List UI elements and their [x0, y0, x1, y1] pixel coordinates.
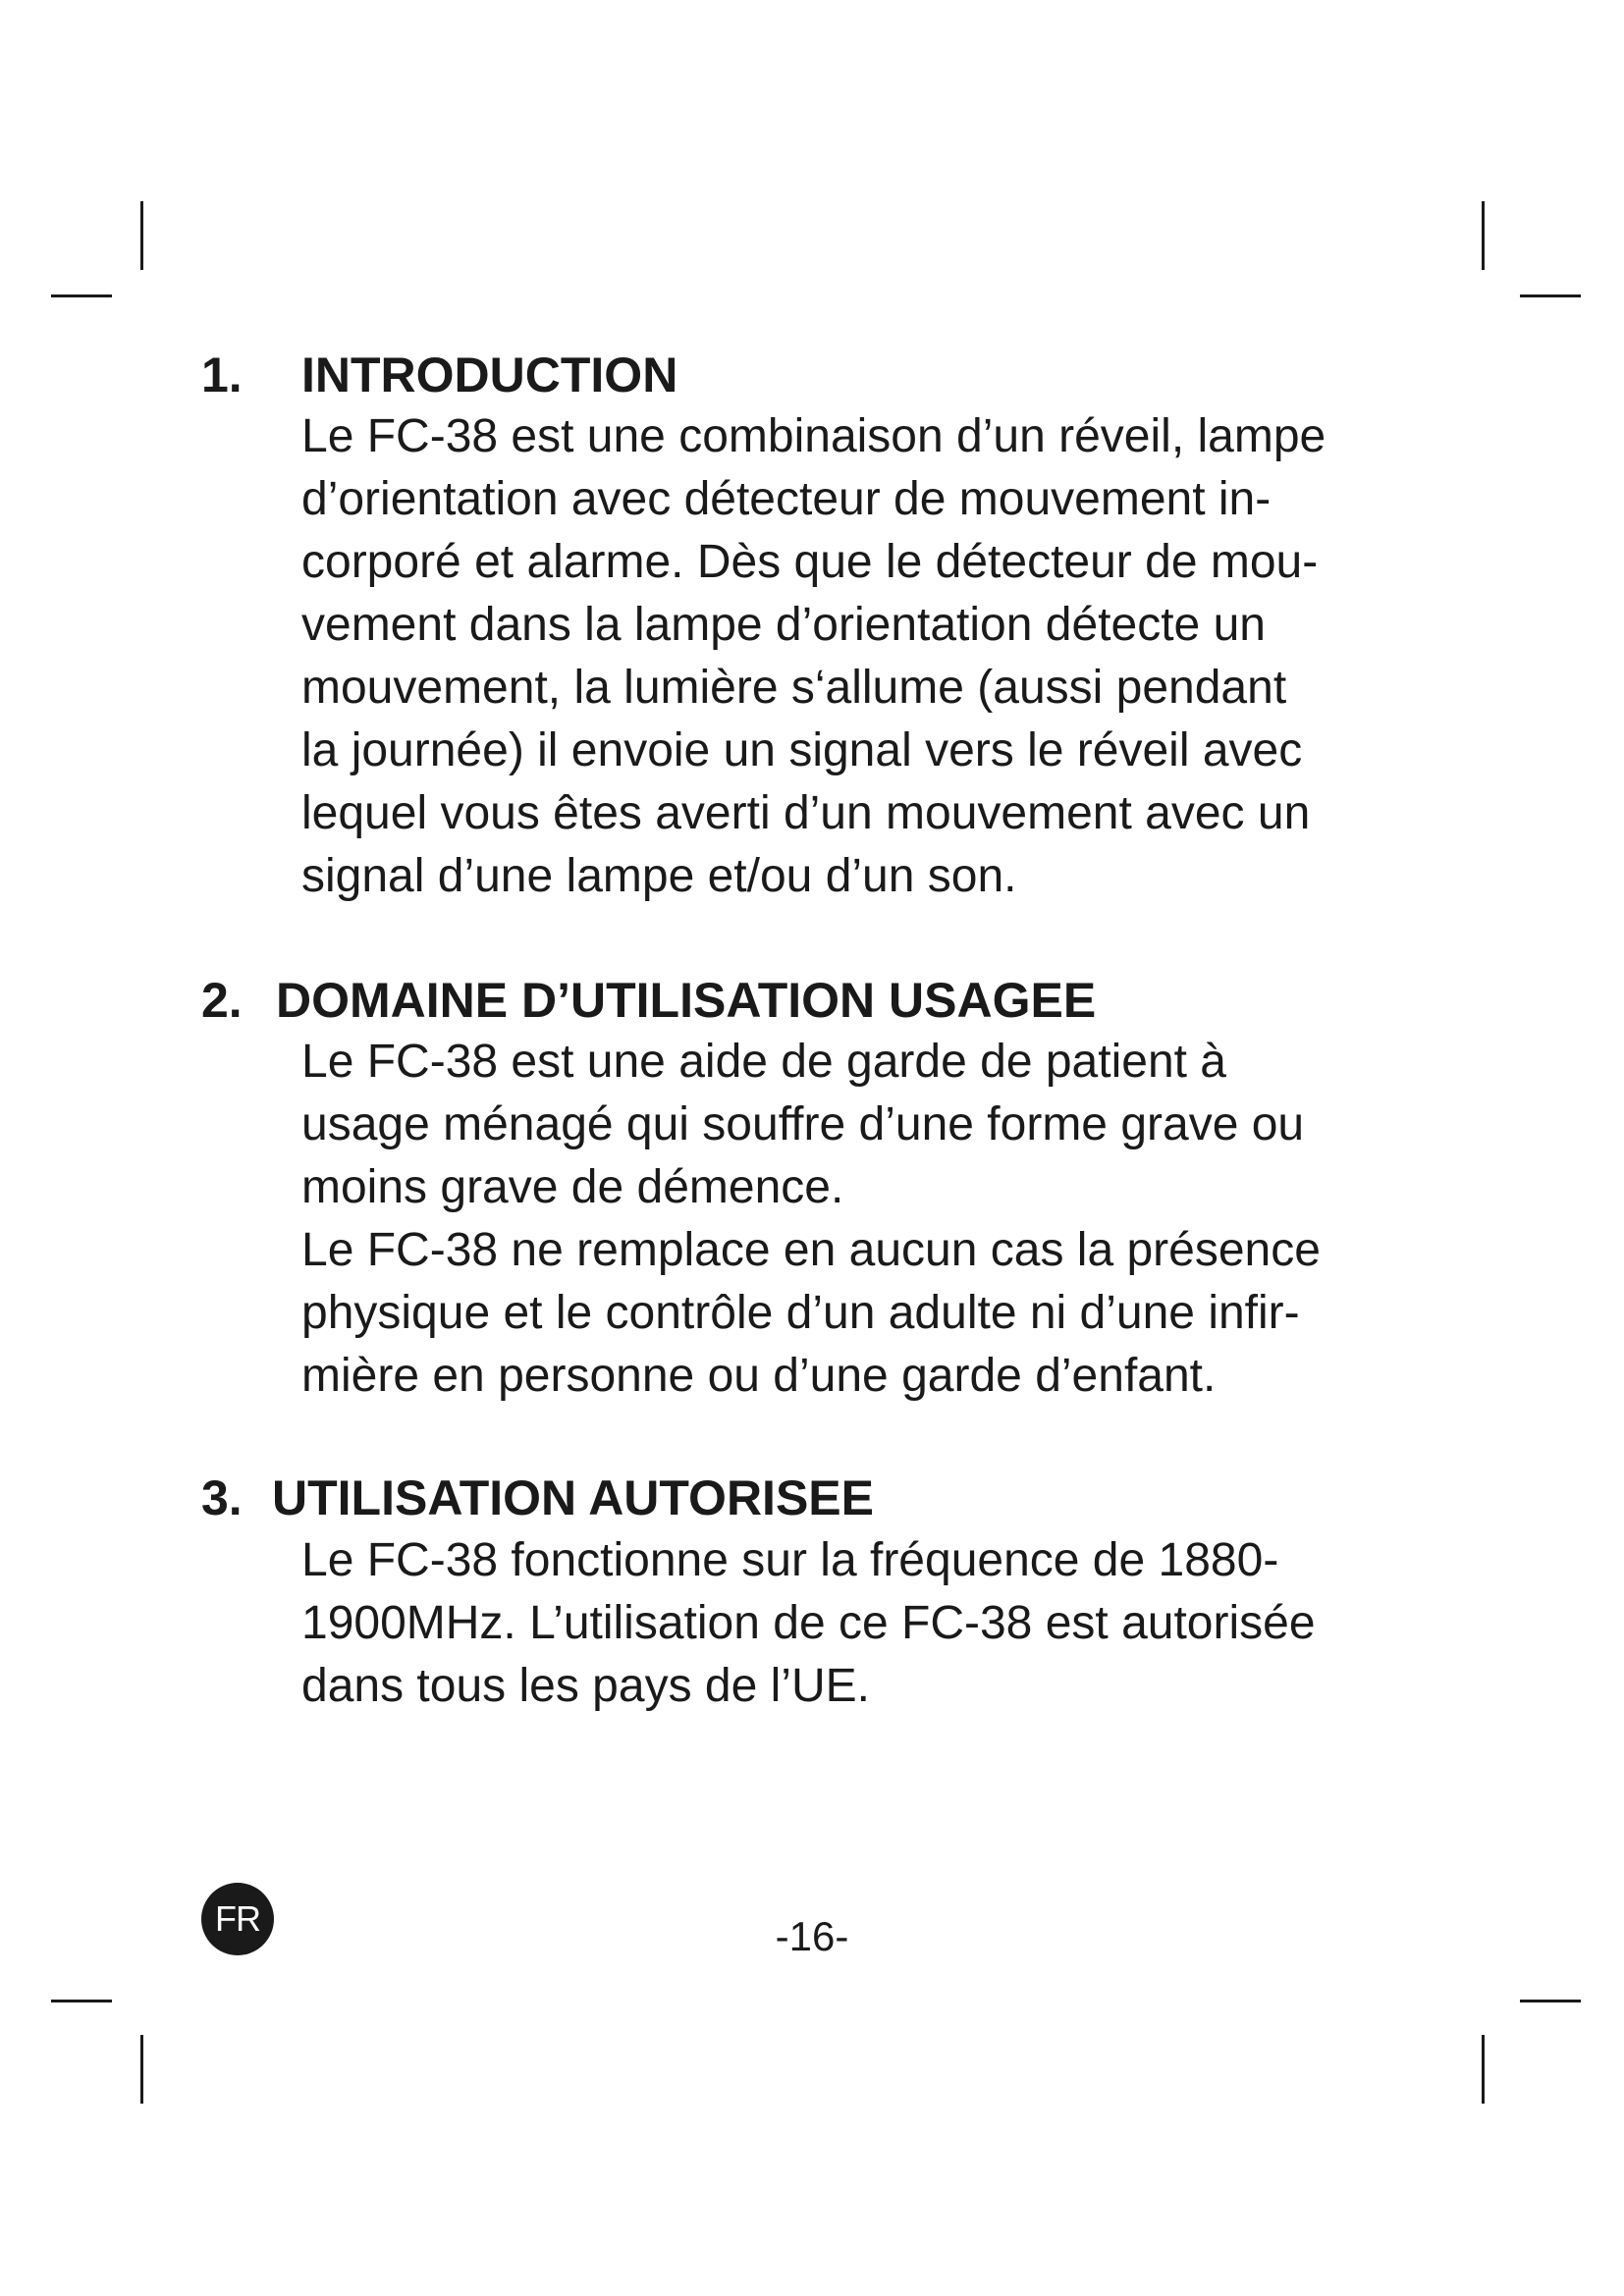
- crop-mark-bottom-right-vertical: [1482, 2035, 1485, 2104]
- section-number: 2.: [201, 973, 243, 1028]
- section-title: DOMAINE D’UTILISATION USAGEE: [276, 973, 1097, 1028]
- crop-mark-bottom-left-horizontal: [51, 2000, 112, 2002]
- paragraph-line: vement dans la lampe d’orientation détecte un: [301, 599, 1266, 651]
- section-title: INTRODUCTION: [301, 347, 678, 402]
- language-badge: FR: [201, 1883, 274, 1955]
- page-number: -16-: [775, 1913, 849, 1959]
- paragraph-line: moins grave de démence.: [301, 1161, 844, 1213]
- section-title: UTILISATION AUTORISEE: [272, 1470, 874, 1525]
- paragraph-line: Le FC-38 fonctionne sur la fréquence de 1880-: [301, 1534, 1279, 1586]
- paragraph-line: Le FC-38 est une combinaison d’un réveil, lampe: [301, 410, 1326, 462]
- section-number: 3.: [201, 1470, 243, 1525]
- section-heading: [201, 1468, 874, 1527]
- paragraph-line: physique et le contrôle d’un adulte ni d’une infir-: [301, 1287, 1300, 1339]
- paragraph-line: signal d’une lampe et/ou d’un son.: [301, 850, 1017, 902]
- paragraph-line: usage ménagé qui souffre d’une forme grave ou: [301, 1098, 1305, 1150]
- paragraph-line: mouvement, la lumière s‘allume (aussi pendant: [301, 662, 1287, 714]
- paragraph-line: mière en personne ou d’une garde d’enfant.: [301, 1350, 1217, 1402]
- paragraph-line: dans tous les pays de l’UE.: [301, 1660, 870, 1712]
- crop-mark-top-left-vertical: [140, 201, 143, 270]
- crop-mark-bottom-left-vertical: [140, 2035, 143, 2104]
- paragraph-line: corporé et alarme. Dès que le détecteur de mou-: [301, 536, 1319, 588]
- crop-mark-top-right-vertical: [1482, 201, 1485, 270]
- paragraph-line: lequel vous êtes averti d’un mouvement avec un: [301, 787, 1311, 839]
- section-heading: [201, 346, 677, 404]
- paragraph-line: la journée) il envoie un signal vers le réveil avec: [301, 724, 1303, 776]
- section-heading: [201, 971, 1096, 1030]
- crop-mark-top-right-horizontal: [1520, 294, 1581, 297]
- crop-mark-bottom-right-horizontal: [1520, 2000, 1581, 2002]
- paragraph-line: 1900MHz. L’utilisation de ce FC-38 est autorisée: [301, 1597, 1316, 1649]
- paragraph-line: d’orientation avec détecteur de mouvement in-: [301, 473, 1272, 525]
- paragraph-line: Le FC-38 ne remplace en aucun cas la présence: [301, 1224, 1321, 1276]
- paragraph-line: Le FC-38 est une aide de garde de patient à: [301, 1036, 1226, 1088]
- crop-mark-top-left-horizontal: [51, 294, 112, 297]
- section-number: 1.: [201, 347, 243, 402]
